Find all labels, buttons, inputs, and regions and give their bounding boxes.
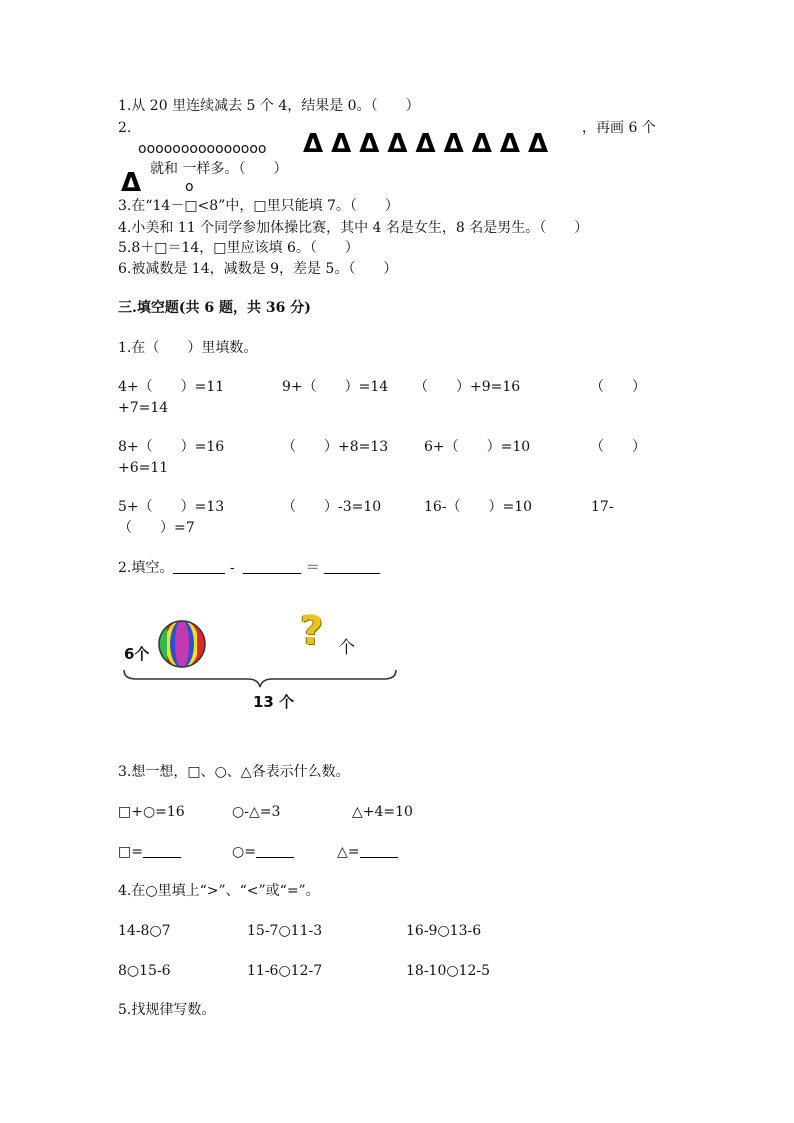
fill2-label-total: 13 个 <box>253 693 295 711</box>
fill1-r2-c1: 8+（ ）=16 <box>118 439 225 455</box>
judge-q5: 5.8＋□＝14，□里应该填 6。（ ） <box>118 240 359 256</box>
fill1-r1-c1: 4+（ ）=11 <box>118 379 225 395</box>
fill1-r1-c3: （ ）+9=16 <box>414 379 521 395</box>
fill2-equals: ＝ <box>305 560 320 576</box>
fill2-label-left: 6个 <box>124 645 150 663</box>
fill1-r2-c3: 6+（ ）=10 <box>424 439 531 455</box>
judge-q2-small-dot: o <box>185 179 194 195</box>
fill1-r2-wrap: +6=11 <box>118 460 169 476</box>
question-mark-icon: ? <box>300 608 324 654</box>
fill2-blank-1[interactable] <box>173 559 225 574</box>
judge-q3: 3.在“14－□<8”中，□里只能填 7。（ ） <box>118 198 399 214</box>
judge-q1: 1.从 20 里连续减去 5 个 4，结果是 0。（ ） <box>118 98 420 114</box>
fill3-ans2-line <box>232 843 294 861</box>
fill4-r1-c1: 14-8○7 <box>118 923 171 939</box>
fill1-r1-wrap: +7=14 <box>118 400 169 416</box>
fill3-eq3: △+4=10 <box>352 804 413 820</box>
fill3-ans2-blank[interactable] <box>256 843 294 858</box>
fill2-label-right: 个 <box>338 638 355 658</box>
fill3-ans3-line <box>337 843 398 861</box>
fill3-ans3-label: △= <box>337 844 360 860</box>
fill1-r3-c2: （ ）-3=10 <box>282 499 382 515</box>
fill1-r2-c4: （ ） <box>590 439 646 455</box>
judge-q2-small-triangle: Δ <box>121 168 150 198</box>
fill4-r1-c2: 15-7○11-3 <box>247 923 323 939</box>
fill4-r2-c2: 11-6○12-7 <box>247 963 323 979</box>
fill1-title: 1.在（ ）里填数。 <box>118 340 258 356</box>
fill3-ans2-label: ○= <box>232 844 256 860</box>
fill1-r1-c4: （ ） <box>590 379 646 395</box>
fill5-title: 5.找规律写数。 <box>118 1002 216 1018</box>
fill3-ans1-line <box>118 843 181 861</box>
fill1-r1-c2: 9+（ ）=14 <box>282 379 389 395</box>
fill1-r3-c3: 16-（ ）=10 <box>424 499 533 515</box>
fill4-r1-c3: 16-9○13-6 <box>406 923 482 939</box>
fill3-eq1: □+○=16 <box>118 804 185 820</box>
judge-q2-triangles: ΔΔΔΔΔΔΔΔΔ <box>303 129 557 159</box>
fill1-r2-c2: （ ）+8=13 <box>282 439 389 455</box>
fill3-title: 3.想一想，□、○、△各表示什么数。 <box>118 764 350 780</box>
fill3-ans1-blank[interactable] <box>143 843 181 858</box>
fill1-r3-c1: 5+（ ）=13 <box>118 499 225 515</box>
fill3-ans3-blank[interactable] <box>360 843 398 858</box>
fill1-r3-c4: 17- <box>591 499 614 515</box>
fill1-r3-wrap: （ ）=7 <box>118 520 195 536</box>
fill2-blank-2[interactable] <box>243 559 301 574</box>
section-title: 三.填空题(共 6 题，共 36 分) <box>118 300 311 316</box>
fill2-minus: - <box>229 560 235 576</box>
fill4-title: 4.在○里填上“>”、“<”或“=”。 <box>118 883 320 899</box>
judge-q2-tail: ，再画 6 个 <box>582 120 656 136</box>
brace-icon <box>122 668 398 688</box>
fill4-r2-c1: 8○15-6 <box>118 963 171 979</box>
judge-q6: 6.被减数是 14，减数是 9，差是 5。（ ） <box>118 261 398 277</box>
fill3-eq2: ○-△=3 <box>232 804 281 820</box>
judge-q2-number: 2. <box>118 120 132 136</box>
fill4-r2-c3: 18-10○12-5 <box>406 963 491 979</box>
ball-icon <box>156 618 208 670</box>
fill2-blank-3[interactable] <box>324 559 380 574</box>
fill3-ans1-label: □= <box>118 844 143 860</box>
judge-q2-dots: ooooooooooooooo <box>138 141 267 157</box>
fill2-title: 2.填空。 <box>118 560 174 576</box>
judge-q2-line2: 就和 一样多。（ ） <box>150 161 288 177</box>
judge-q4: 4.小美和 11 个同学参加体操比赛，其中 4 名是女生，8 名是男生。（ ） <box>118 220 589 236</box>
fill2-title-line <box>118 559 380 577</box>
